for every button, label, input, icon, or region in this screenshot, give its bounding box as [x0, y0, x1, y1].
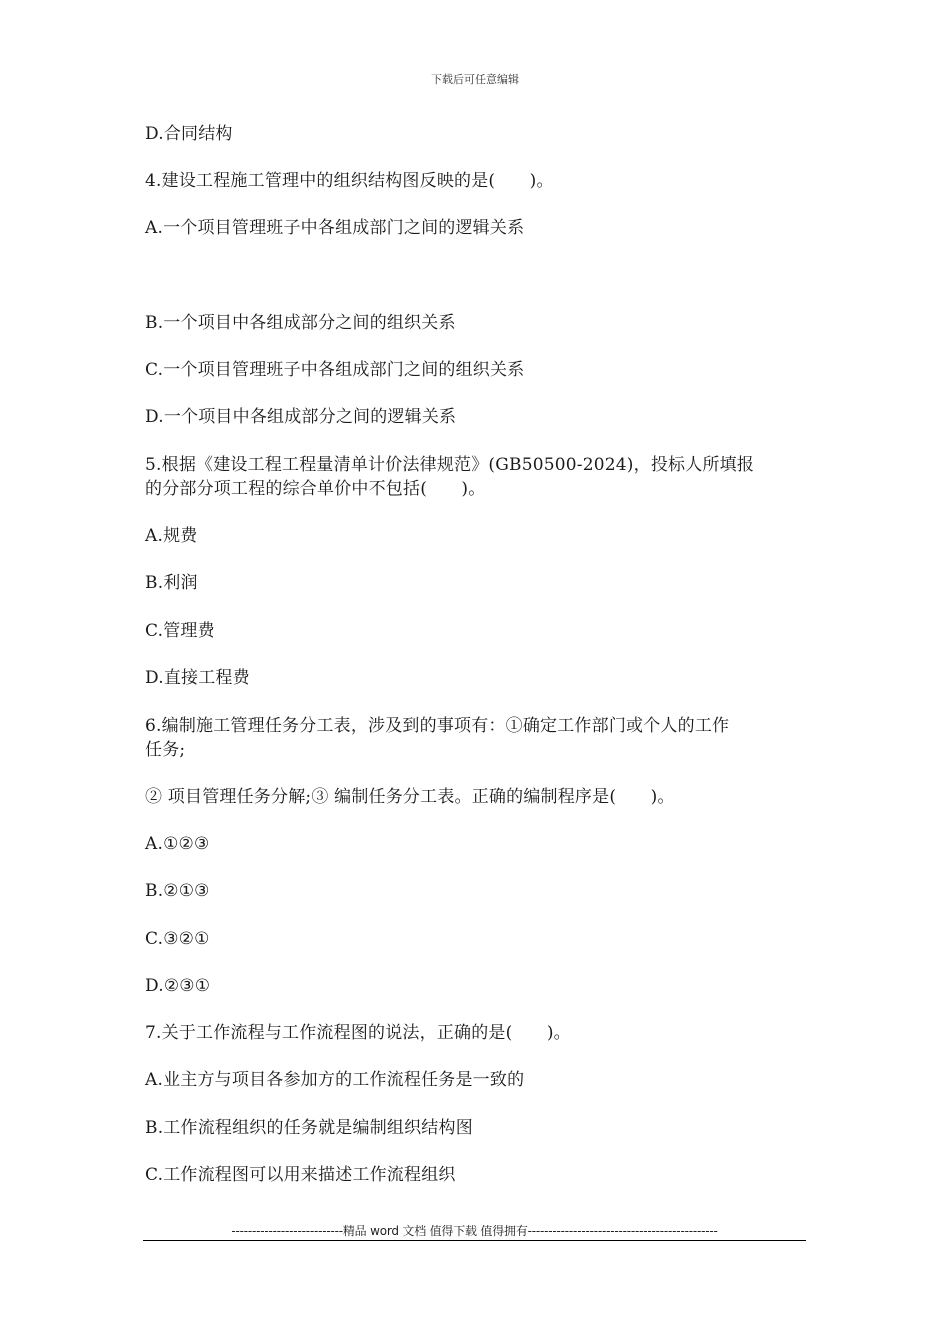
- question-6-option-b: B.②①③: [145, 881, 210, 901]
- page-header: 下载后可任意编辑: [431, 73, 519, 86]
- question-5-line-1: 5.根据《建设工程工程量清单计价法律规范》(GB50500-2024)，投标人所填报: [145, 455, 755, 475]
- question-6-line-2: 任务;: [145, 740, 186, 760]
- question-5-option-d: D.直接工程费: [145, 668, 250, 688]
- footer-divider: [143, 1240, 806, 1241]
- question-4-option-c: C.一个项目管理班子中各组成部门之间的组织关系: [145, 360, 525, 380]
- question-6-line-3: ② 项目管理任务分解;③ 编制任务分工表。正确的编制程序是( )。: [145, 787, 675, 807]
- question-4: 4.建设工程施工管理中的组织结构图反映的是( )。: [145, 171, 554, 191]
- option-d-contract-structure: D.合同结构: [145, 124, 233, 144]
- question-7-option-c: C.工作流程图可以用来描述工作流程组织: [145, 1165, 456, 1185]
- question-4-option-d: D.一个项目中各组成部分之间的逻辑关系: [145, 407, 457, 427]
- page-footer: ---------------------------精品 word 文档 值得下载 值得拥有----------------------------------------------: [231, 1224, 718, 1238]
- question-5-option-b: B.利润: [145, 573, 198, 593]
- question-6-option-d: D.②③①: [145, 976, 211, 996]
- question-6-line-1: 6.编制施工管理任务分工表，涉及到的事项有：①确定工作部门或个人的工作: [145, 716, 730, 736]
- question-5-option-a: A.规费: [145, 526, 198, 546]
- question-6-option-a: A.①②③: [145, 834, 210, 854]
- question-5-line-2: 的分部分项工程的综合单价中不包括( )。: [145, 479, 486, 499]
- question-7: 7.关于工作流程与工作流程图的说法，正确的是( )。: [145, 1023, 571, 1043]
- question-4-option-b: B.一个项目中各组成部分之间的组织关系: [145, 313, 456, 333]
- question-7-option-a: A.业主方与项目各参加方的工作流程任务是一致的: [145, 1070, 525, 1090]
- question-6-option-c: C.③②①: [145, 929, 210, 949]
- question-5-option-c: C.管理费: [145, 621, 215, 641]
- question-4-option-a: A.一个项目管理班子中各组成部门之间的逻辑关系: [145, 218, 525, 238]
- question-7-option-b: B.工作流程组织的任务就是编制组织结构图: [145, 1118, 473, 1138]
